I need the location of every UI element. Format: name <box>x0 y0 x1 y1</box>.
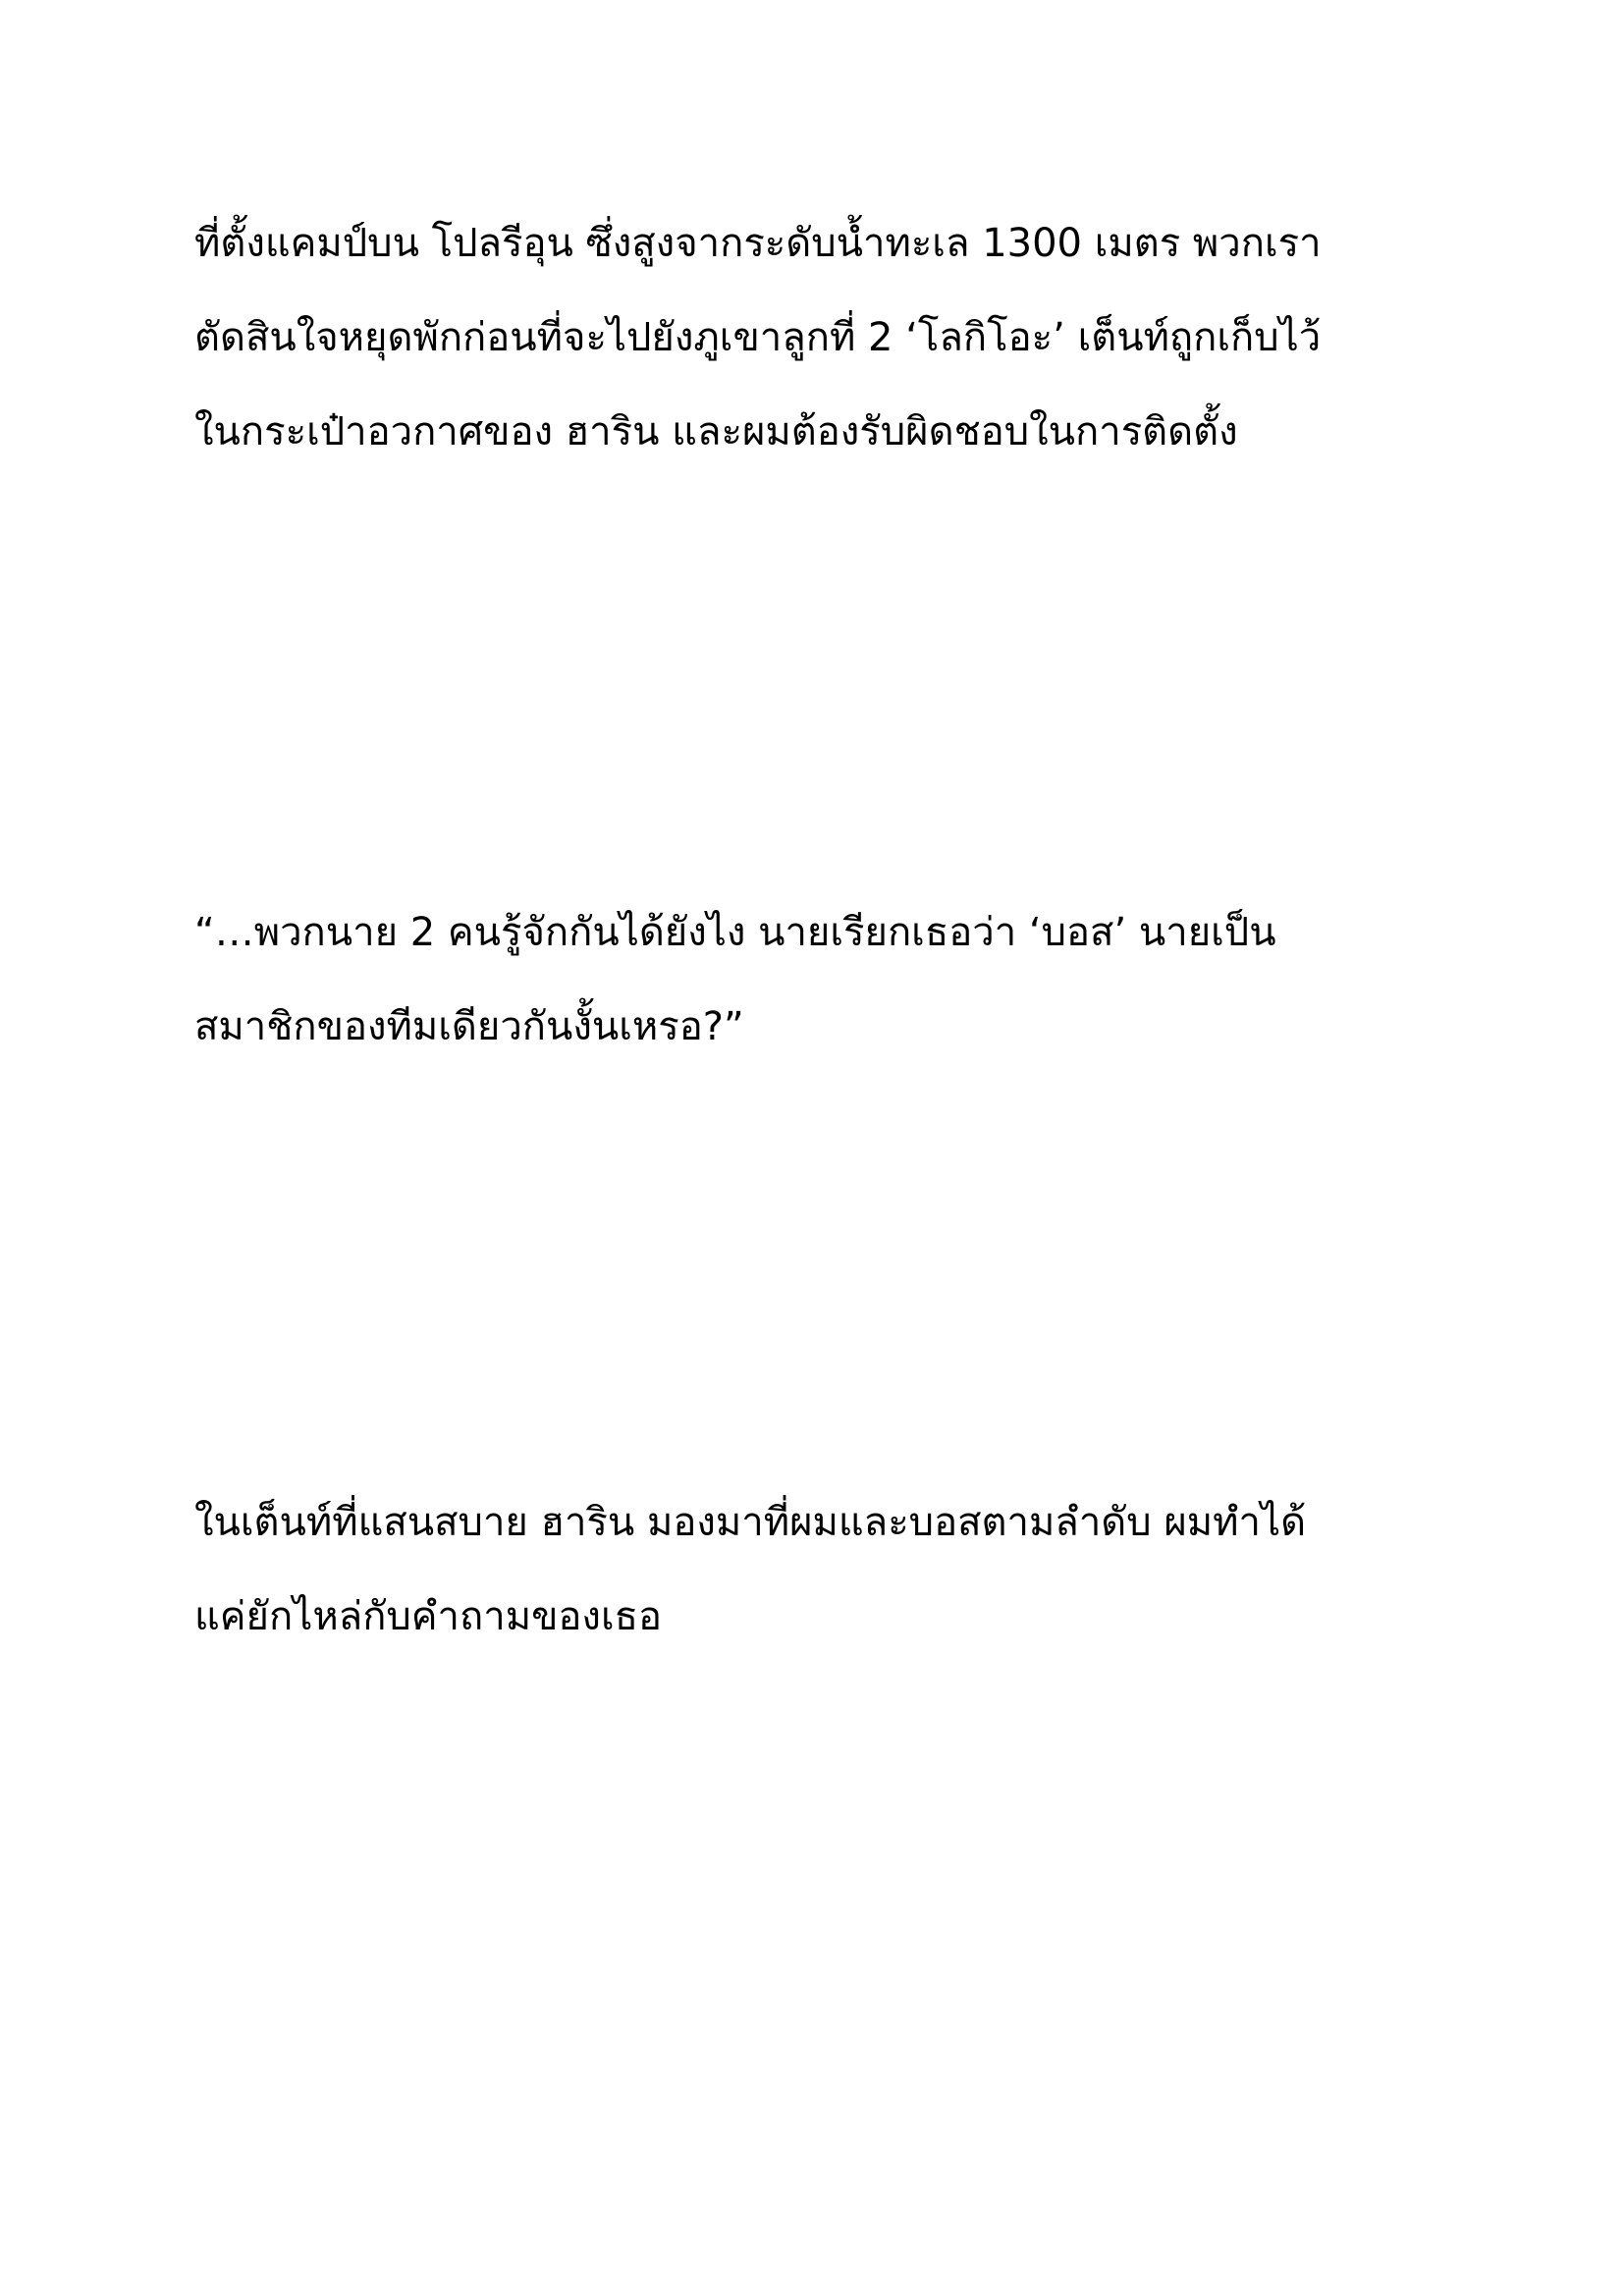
paragraph-tent-scene <box>194 1475 1451 1664</box>
paragraph-camp-setup <box>194 196 1451 479</box>
paragraph-dialogue <box>194 885 1451 1074</box>
text-line: ตัดสินใจหยุดพักก่อนที่จะไปยังภูเขาลูกที่ 2 ‘โลกิโอะ’ เต็นท์ถูกเก็บไว้ <box>194 315 1322 360</box>
text-line: สมาชิกของทีมเดียวกันงั้นเหรอ?” <box>194 1004 744 1049</box>
text-line: แค่ยักไหล่กับคำถามของเธอ <box>194 1594 663 1639</box>
text-line: ในกระเป๋าอวกาศของ ฮาริน และผมต้องรับผิดชอบในการติดตั้ง <box>194 409 1238 454</box>
text-line: ที่ตั้งแคมป์บน โปลรีอุน ซึ่งสูงจากระดับน้ำทะเล 1300 เมตร พวกเรา <box>194 221 1322 266</box>
text-line: “…พวกนาย 2 คนรู้จักกันได้ยังไง นายเรียกเธอว่า ‘บอส’ นายเป็น <box>194 910 1276 955</box>
text-line: ในเต็นท์ที่แสนสบาย ฮาริน มองมาที่ผมและบอสตามลำดับ ผมทำได้ <box>194 1500 1307 1545</box>
